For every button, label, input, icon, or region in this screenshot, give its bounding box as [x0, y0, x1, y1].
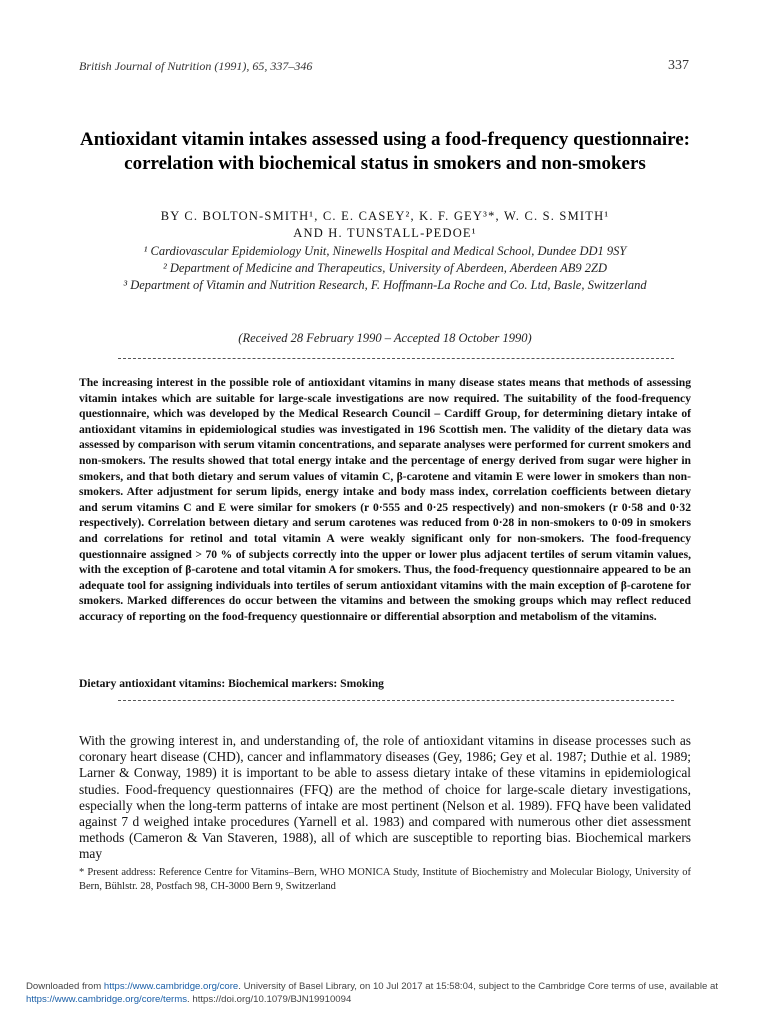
- page-number: 337: [668, 58, 689, 73]
- paper-title: Antioxidant vitamin intakes assessed using a food-frequency questionnaire: correlation with biochemical status in smokers and non-smokers: [79, 129, 690, 174]
- author-line-2: AND H. TUNSTALL-PEDOE¹: [293, 226, 477, 240]
- download-middle: . University of Basel Library, on 10 Jul 2017 at 15:58:04, subject to the Cambridge Core terms of use, available at: [238, 981, 719, 992]
- author-line-1: BY C. BOLTON-SMITH¹, C. E. CASEY², K. F. GEY³*, W. C. S. SMITH¹: [160, 209, 610, 223]
- keywords: Dietary antioxidant vitamins: Biochemical markers: Smoking: [79, 677, 384, 690]
- affiliations: [80, 243, 690, 294]
- received-dates: (Received 28 February 1990 – Accepted 18 October 1990): [238, 331, 532, 345]
- affiliation-1: ¹ Cardiovascular Epidemiology Unit, Ninewells Hospital and Medical School, Dundee DD1 9SY: [143, 244, 627, 258]
- footnote: * Present address: Reference Centre for Vitamins–Bern, WHO MONICA Study, Institute of Biochemistry and Molecular Biology, University of Bern, Bühlstr. 28, Postfach 98, CH-3000 Bern 9, Switzerland: [79, 867, 691, 892]
- affiliation-2: ² Department of Medicine and Therapeutics, University of Aberdeen, Aberdeen AB9 2ZD: [162, 261, 608, 275]
- intro-paragraph: With the growing interest in, and understanding of, the role of antioxidant vitamins in disease processes such as coronary heart disease (CHD), cancer and inflammatory diseases (Gey, 1986; Gey et al. 1987; Duthie et al. 1989; Larner & Conway, 1989) it is important to be able to assess dietary intake of these vitamins in epidemiological studies. Food-frequency questionnaires (FFQ) are the method of choice for large-scale dietary investigations, especially when the long-term patterns of intake are most pertinent (Nelson et al. 1989). FFQ have been validated against 7 d weighed intake procedures (Yarnell et al. 1983) and compared with numerous other diet assessment methods (Cameron & Van Staveren, 1988), all of which are susceptible to reporting bias. Biochemical markers may: [79, 733, 691, 862]
- running-head: [79, 59, 689, 74]
- abstract: The increasing interest in the possible role of antioxidant vitamins in many disease states means that methods of assessing vitamin intakes which are suitable for large-scale investigations are now required. The suitability of the food-frequency questionnaire, which was developed by the Medical Research Council – Cardiff Group, for determining dietary intake of antioxidant vitamins in epidemiological studies was investigated in 196 Scottish men. The validity of the dietary data was assessed by comparison with serum vitamin concentrations, and separate analyses were performed for current smokers and non-smokers. The results showed that total energy intake and the percentage of energy derived from sugar were higher in smokers, and that both dietary and serum values of vitamin C, β-carotene and vitamin E were lower in smokers than non-smokers. After adjustment for serum lipids, energy intake and body mass index, correlation coefficients between dietary and serum vitamins C and E were similar for smokers (r 0·555 and 0·25 respectively) and non-smokers (r 0·58 and 0·32 respectively). Correlation between dietary and serum carotenes was reduced from 0·28 in non-smokers to 0·09 in smokers and correlations for retinol and total vitamin A were weakly significant only for non-smokers. The food-frequency questionnaire assigned > 70 % of subjects correctly into the upper or lower plus adjacent tertiles of serum vitamin values, with the exception of β-carotene and total vitamin A for smokers. Thus, the food-frequency questionnaire appeared to be an adequate tool for assigning individuals into tertiles of serum antioxidant vitamins with the main exception of β-carotene for smokers. Marked differences do occur between the vitamins and between the smoking groups which may reflect reduced accuracy of reporting on the food-frequency questionnaire or differential absorption and metabolism of the vitamins.: [79, 376, 691, 623]
- abstract-top-rule: [118, 358, 674, 359]
- affiliation-3: ³ Department of Vitamin and Nutrition Research, F. Hoffmann-La Roche and Co. Ltd, Basle, Switzerland: [123, 278, 647, 292]
- doi-text: . https://doi.org/10.1079/BJN19910094: [187, 994, 352, 1005]
- terms-link[interactable]: https://www.cambridge.org/core/terms: [26, 994, 188, 1005]
- download-prefix: Downloaded from: [26, 981, 104, 992]
- download-notice: [26, 980, 746, 1006]
- body-text: [79, 733, 691, 863]
- author-list: [80, 208, 690, 242]
- journal-citation: British Journal of Nutrition (1991), 65, 337–346: [79, 59, 313, 73]
- cambridge-core-link[interactable]: https://www.cambridge.org/core: [103, 981, 239, 992]
- abstract-bottom-rule: [118, 700, 674, 701]
